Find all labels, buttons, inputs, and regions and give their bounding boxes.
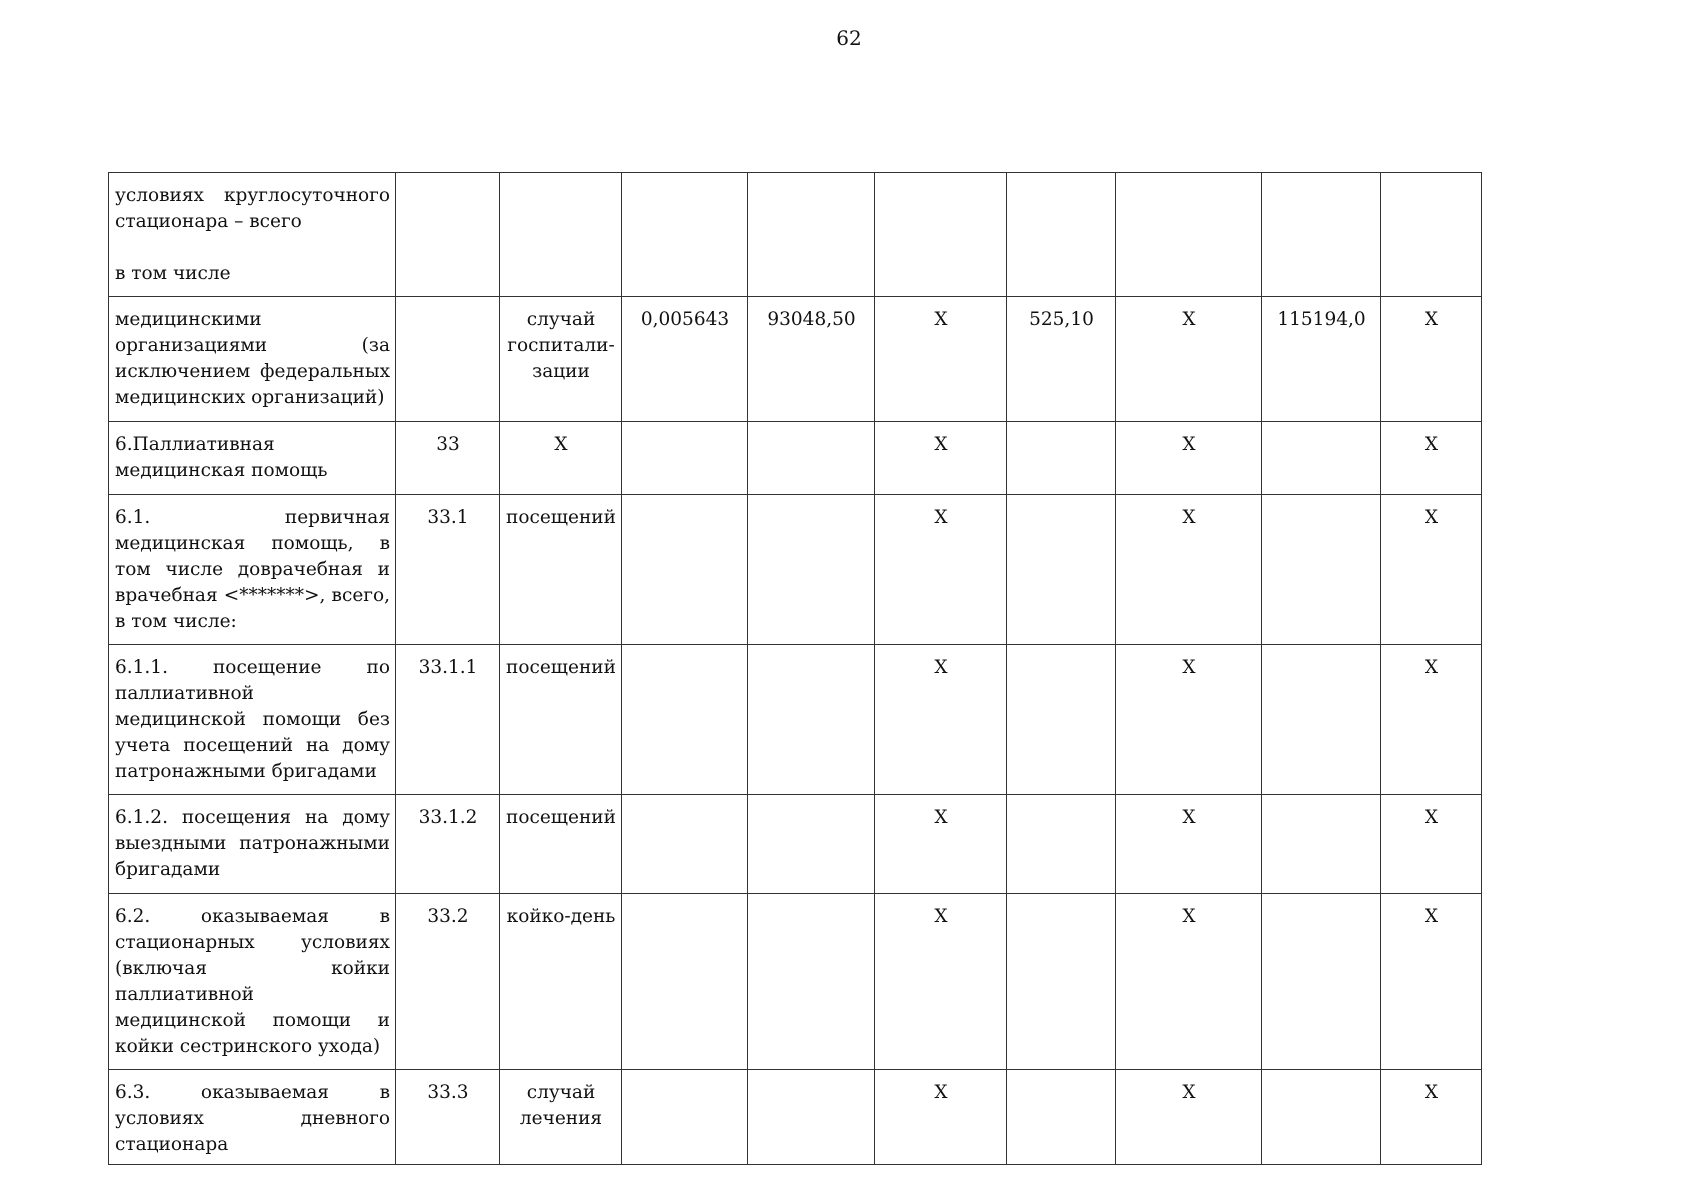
row-value-cell-4 — [1007, 645, 1116, 795]
row-value-cell-3 — [875, 422, 1007, 495]
row-value-cell-6 — [1262, 795, 1381, 894]
row-value-cell-2 — [748, 495, 875, 645]
cell-text: случай лечения — [519, 1082, 603, 1129]
cell-text: 33.2 — [427, 906, 469, 927]
cell-text: Х — [934, 807, 948, 828]
row-value-cell-6 — [1262, 645, 1381, 795]
row-name-cell — [109, 173, 396, 297]
cell-text: посещений — [506, 657, 616, 678]
row-value-cell-4 — [1007, 297, 1116, 422]
cell-text: Х — [934, 434, 948, 455]
table-row — [109, 795, 1482, 894]
row-value-cell-4 — [1007, 495, 1116, 645]
row-unit-cell — [500, 894, 622, 1070]
row-name-cell — [109, 795, 396, 894]
row-name-cell — [109, 297, 396, 422]
row-value-cell-1 — [622, 495, 748, 645]
cell-subtext: в том числе — [115, 263, 231, 284]
table-row — [109, 297, 1482, 422]
cell-text: 0,005643 — [640, 309, 730, 330]
row-name-cell — [109, 894, 396, 1070]
cell-text: посещений — [506, 507, 616, 528]
row-value-cell-2 — [748, 173, 875, 297]
cell-text: койко-день — [506, 906, 616, 927]
cell-text: Х — [934, 1082, 948, 1103]
cell-text: 33.1.2 — [418, 807, 478, 828]
cell-text: Х — [1424, 507, 1439, 528]
cell-text: Х — [554, 434, 568, 455]
row-value-cell-5 — [1116, 1070, 1262, 1165]
row-value-cell-5 — [1116, 894, 1262, 1070]
row-value-cell-1 — [622, 297, 748, 422]
cell-text: Х — [1424, 657, 1439, 678]
row-value-cell-6 — [1262, 173, 1381, 297]
row-value-cell-3 — [875, 297, 1007, 422]
row-code-cell — [396, 1070, 500, 1165]
row-value-cell-3 — [875, 795, 1007, 894]
table-row — [109, 173, 1482, 297]
data-table — [108, 172, 1482, 1165]
row-value-cell-1 — [622, 422, 748, 495]
page-number: 62 — [836, 26, 862, 50]
cell-text: 6.1.2. посещения на дому выездными патронажными бригадами — [115, 807, 390, 880]
row-unit-cell — [500, 1070, 622, 1165]
cell-text: Х — [934, 309, 948, 330]
row-value-cell-1 — [622, 795, 748, 894]
row-code-cell — [396, 795, 500, 894]
row-value-cell-7 — [1381, 1070, 1482, 1165]
cell-text: Х — [1424, 434, 1439, 455]
row-value-cell-7 — [1381, 894, 1482, 1070]
row-value-cell-2 — [748, 297, 875, 422]
row-unit-cell — [500, 645, 622, 795]
row-code-cell — [396, 297, 500, 422]
row-value-cell-4 — [1007, 1070, 1116, 1165]
row-value-cell-1 — [622, 173, 748, 297]
row-code-cell — [396, 645, 500, 795]
table-row — [109, 422, 1482, 495]
row-name-cell — [109, 495, 396, 645]
cell-text: Х — [1182, 434, 1196, 455]
row-value-cell-4 — [1007, 173, 1116, 297]
row-value-cell-4 — [1007, 795, 1116, 894]
row-value-cell-4 — [1007, 894, 1116, 1070]
row-value-cell-3 — [875, 645, 1007, 795]
cell-text: 6.1. первичная медицинская помощь, в том числе доврачебная и врачебная <*******>, всего, в том числе: — [115, 507, 390, 632]
cell-text: Х — [1182, 807, 1196, 828]
table-row — [109, 1070, 1482, 1165]
row-value-cell-7 — [1381, 297, 1482, 422]
cell-text: случай госпитали-зации — [507, 309, 615, 382]
row-code-cell — [396, 495, 500, 645]
row-value-cell-7 — [1381, 795, 1482, 894]
cell-text: Х — [1182, 309, 1196, 330]
row-name-cell — [109, 1070, 396, 1165]
cell-text: Х — [1182, 507, 1196, 528]
row-unit-cell — [500, 297, 622, 422]
row-value-cell-2 — [748, 894, 875, 1070]
row-name-cell — [109, 645, 396, 795]
cell-text: Х — [1424, 309, 1439, 330]
row-value-cell-3 — [875, 495, 1007, 645]
cell-text: 93048,50 — [767, 309, 856, 330]
row-unit-cell — [500, 173, 622, 297]
row-value-cell-2 — [748, 795, 875, 894]
row-name-cell — [109, 422, 396, 495]
row-value-cell-1 — [622, 1070, 748, 1165]
row-code-cell — [396, 173, 500, 297]
cell-text: 33 — [436, 434, 460, 455]
row-value-cell-7 — [1381, 422, 1482, 495]
row-code-cell — [396, 894, 500, 1070]
cell-text: 6.Паллиативная медицинская помощь — [115, 434, 328, 481]
row-value-cell-3 — [875, 894, 1007, 1070]
row-value-cell-5 — [1116, 495, 1262, 645]
cell-text: условиях круглосуточного стационара – всего — [115, 185, 390, 232]
row-value-cell-3 — [875, 1070, 1007, 1165]
cell-text: 33.1 — [427, 507, 469, 528]
row-value-cell-7 — [1381, 173, 1482, 297]
row-unit-cell — [500, 795, 622, 894]
row-value-cell-4 — [1007, 422, 1116, 495]
cell-text: Х — [1182, 657, 1196, 678]
row-value-cell-6 — [1262, 495, 1381, 645]
row-value-cell-3 — [875, 173, 1007, 297]
cell-text: 6.2. оказываемая в стационарных условиях (включая койки паллиативной медицинской помощи и койки сестринского ухода) — [115, 906, 390, 1057]
cell-text: Х — [934, 906, 948, 927]
cell-text: 115194,0 — [1277, 309, 1366, 330]
cell-text: Х — [1182, 1082, 1196, 1103]
row-value-cell-7 — [1381, 495, 1482, 645]
cell-text: 33.1.1 — [418, 657, 478, 678]
cell-text: 6.3. оказываемая в условиях дневного стационара — [115, 1082, 390, 1155]
table-row — [109, 645, 1482, 795]
row-value-cell-1 — [622, 894, 748, 1070]
cell-text: 525,10 — [1029, 309, 1094, 330]
row-value-cell-5 — [1116, 645, 1262, 795]
row-value-cell-6 — [1262, 1070, 1381, 1165]
row-value-cell-6 — [1262, 297, 1381, 422]
cell-text: посещений — [506, 807, 616, 828]
cell-text: 6.1.1. посещение по паллиативной медицинской помощи без учета посещений на дому патронажными бригадами — [115, 657, 390, 782]
row-value-cell-2 — [748, 1070, 875, 1165]
row-value-cell-7 — [1381, 645, 1482, 795]
table-body — [109, 173, 1482, 1165]
row-unit-cell — [500, 422, 622, 495]
cell-text: медицинскими организациями (за исключением федеральных медицинских организаций) — [115, 309, 390, 408]
row-value-cell-5 — [1116, 173, 1262, 297]
row-value-cell-5 — [1116, 422, 1262, 495]
table-row — [109, 894, 1482, 1070]
cell-text: Х — [934, 657, 948, 678]
row-value-cell-1 — [622, 645, 748, 795]
cell-text: Х — [1424, 807, 1439, 828]
cell-text: Х — [934, 507, 948, 528]
row-unit-cell — [500, 495, 622, 645]
row-value-cell-5 — [1116, 795, 1262, 894]
row-value-cell-2 — [748, 645, 875, 795]
cell-text: Х — [1424, 1082, 1439, 1103]
row-value-cell-6 — [1262, 422, 1381, 495]
row-value-cell-5 — [1116, 297, 1262, 422]
cell-text: Х — [1424, 906, 1439, 927]
row-value-cell-6 — [1262, 894, 1381, 1070]
table-row — [109, 495, 1482, 645]
cell-text: Х — [1182, 906, 1196, 927]
cell-text: 33.3 — [427, 1082, 469, 1103]
row-value-cell-2 — [748, 422, 875, 495]
row-code-cell — [396, 422, 500, 495]
